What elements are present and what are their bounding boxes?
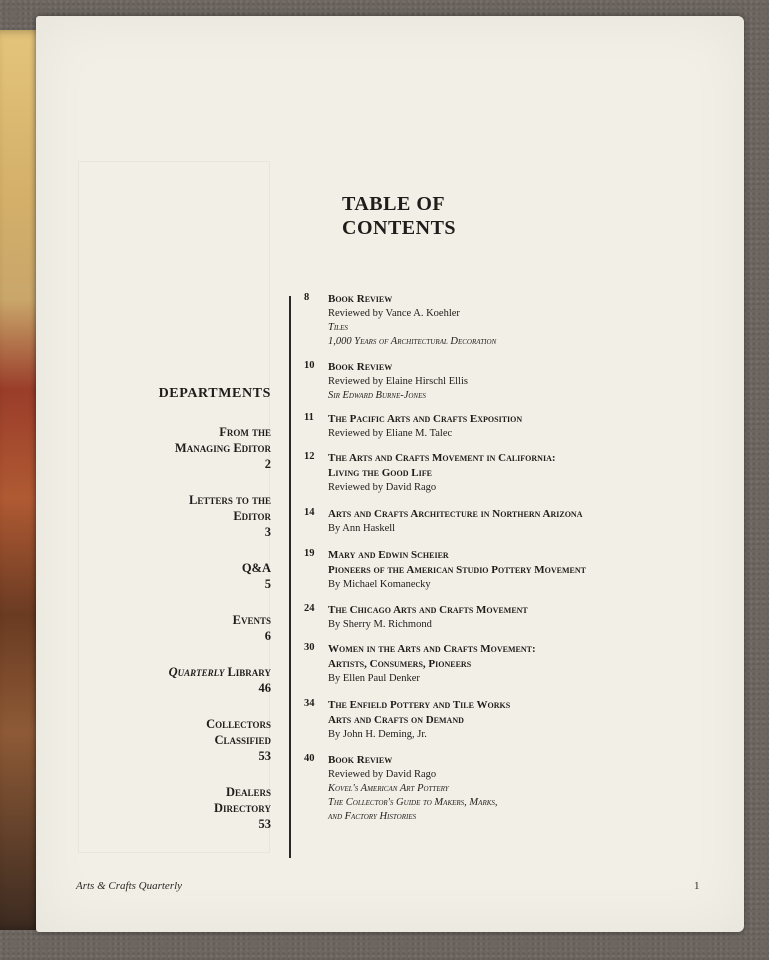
entry-title: Mary and Edwin Scheier Pioneers of the American Studio Pottery Movement bbox=[328, 549, 586, 576]
department-title: From the Managing Editor bbox=[174, 425, 271, 455]
entry-subtitle: Kovel's American Art Pottery The Collector's Guide to Makers, Marks, and Factory Histories bbox=[328, 783, 498, 822]
entry-body bbox=[328, 642, 638, 686]
department-page: 53 bbox=[258, 749, 271, 763]
department-item bbox=[106, 716, 271, 764]
department-title-rest: Library bbox=[224, 665, 271, 679]
entry-author: By Ellen Paul Denker bbox=[328, 673, 420, 684]
publication-name: Arts & Crafts Quarterly bbox=[76, 880, 183, 892]
entry-body bbox=[328, 603, 638, 632]
entry-body bbox=[328, 548, 638, 592]
entry-title: The Chicago Arts and Crafts Movement bbox=[328, 604, 528, 616]
department-item bbox=[106, 784, 271, 832]
department-page: 53 bbox=[258, 817, 271, 831]
entry-page-number: 24 bbox=[304, 603, 315, 614]
department-title: Q&A bbox=[241, 561, 271, 575]
entry-title: The Pacific Arts and Crafts Exposition bbox=[328, 413, 523, 425]
entry-body bbox=[328, 753, 638, 824]
entry-author: Reviewed by Vance A. Koehler bbox=[328, 308, 460, 319]
entry-page-number: 30 bbox=[304, 642, 315, 653]
entry-title: Women in the Arts and Crafts Movement: Artists, Consumers, Pioneers bbox=[328, 643, 536, 670]
entry-title: The Enfield Pottery and Tile Works Arts and Crafts on Demand bbox=[328, 699, 511, 726]
entry-author: Reviewed by David Rago bbox=[328, 769, 437, 780]
department-page: 2 bbox=[264, 457, 271, 471]
department-page: 46 bbox=[258, 681, 271, 695]
entry-body bbox=[328, 451, 638, 495]
entry-author: Reviewed by Elaine Hirschl Ellis bbox=[328, 376, 468, 387]
column-divider bbox=[289, 296, 291, 858]
entry-page-number: 34 bbox=[304, 698, 315, 709]
entry-page-number: 19 bbox=[304, 548, 315, 559]
entry-page-number: 14 bbox=[304, 507, 315, 518]
entry-author: By John H. Deming, Jr. bbox=[328, 729, 427, 740]
entry-body bbox=[328, 412, 638, 441]
entry-page-number: 8 bbox=[304, 292, 310, 303]
entry-title: Book Review bbox=[328, 754, 393, 766]
department-item bbox=[106, 560, 271, 592]
entry-author: By Michael Komanecky bbox=[328, 579, 431, 590]
department-title bbox=[106, 664, 271, 680]
entry-subtitle: Sir Edward Burne-Jones bbox=[328, 390, 426, 401]
department-page: 5 bbox=[264, 577, 271, 591]
department-page: 6 bbox=[264, 629, 271, 643]
folio-page-number: 1 bbox=[694, 880, 700, 892]
entry-page-number: 10 bbox=[304, 360, 315, 371]
department-item bbox=[106, 612, 271, 644]
department-title: Events bbox=[232, 613, 271, 627]
page-title bbox=[342, 192, 472, 240]
department-item bbox=[106, 492, 271, 540]
entry-page-number: 40 bbox=[304, 753, 315, 764]
entry-author: Reviewed by Eliane M. Talec bbox=[328, 428, 453, 439]
entry-body bbox=[328, 360, 638, 403]
entry-body bbox=[328, 292, 638, 349]
department-title: Letters to the Editor bbox=[189, 493, 271, 523]
entry-title: Book Review bbox=[328, 293, 393, 305]
entry-title: Book Review bbox=[328, 361, 393, 373]
department-page: 3 bbox=[264, 525, 271, 539]
entry-page-number: 12 bbox=[304, 451, 315, 462]
department-item bbox=[106, 664, 271, 696]
entry-author: By Sherry M. Richmond bbox=[328, 619, 432, 630]
entry-title: Arts and Crafts Architecture in Northern Arizona bbox=[328, 508, 583, 520]
department-title: Dealers Directory bbox=[213, 785, 271, 815]
title-text: TABLE OF CONTENTS bbox=[342, 193, 457, 239]
entry-author: Reviewed by David Rago bbox=[328, 482, 437, 493]
entry-title: The Arts and Crafts Movement in California: Living the Good Life bbox=[328, 452, 556, 479]
entry-author: By Ann Haskell bbox=[328, 523, 396, 534]
departments-heading: DEPARTMENTS bbox=[158, 386, 271, 401]
department-item bbox=[106, 424, 271, 472]
entry-subtitle: Tiles 1,000 Years of Architectural Decoration bbox=[328, 322, 497, 347]
department-title-italic: Quarterly bbox=[168, 665, 225, 679]
entry-page-number: 11 bbox=[304, 412, 314, 423]
magazine-page bbox=[36, 16, 744, 932]
entry-body bbox=[328, 698, 638, 742]
departments-column bbox=[106, 386, 271, 852]
entry-body bbox=[328, 507, 638, 536]
department-title: Collectors Classified bbox=[206, 717, 271, 747]
